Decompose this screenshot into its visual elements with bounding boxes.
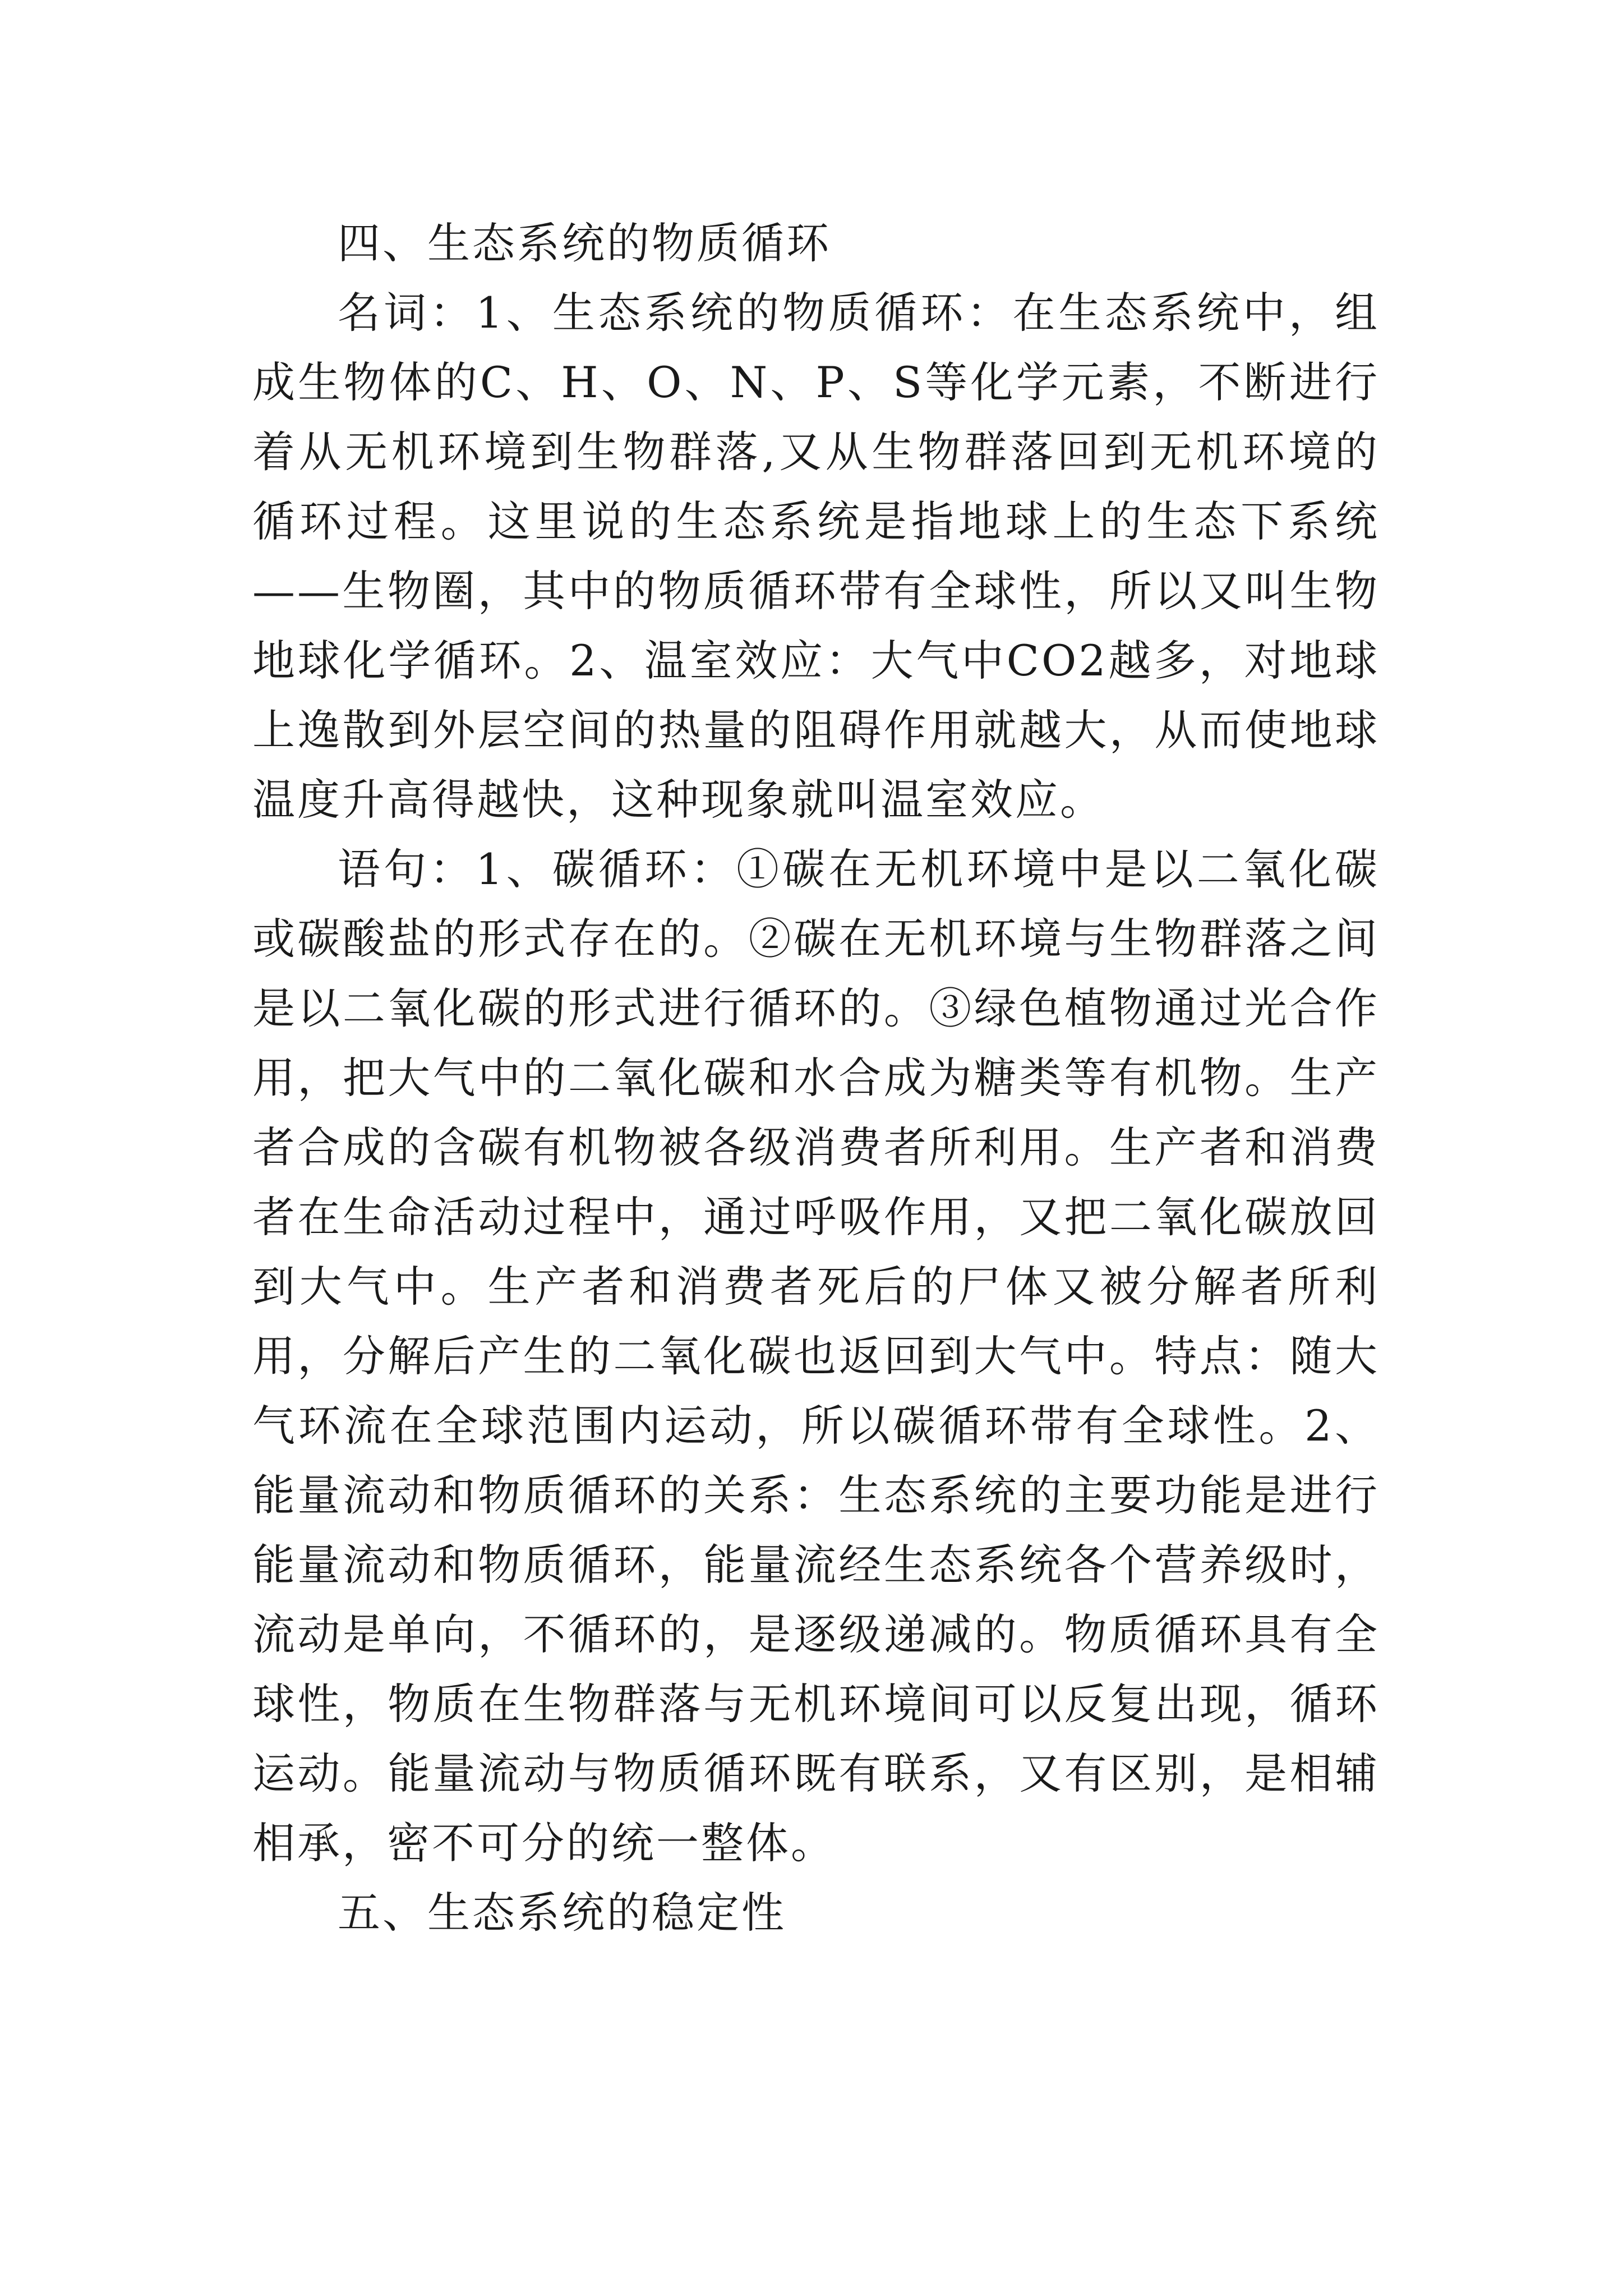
section-heading-stability: 五、生态系统的稳定性 [338, 1888, 786, 1938]
document-body [252, 209, 1380, 1948]
paragraph-terms: 名词：1、生态系统的物质循环：在生态系统中，组成生物体的C、H、O、N、P、S等化学元素，不断进行着从无机环境到生物群落,又从生物群落回到无机环境的循环过程。这里说的生态系统是指地球上的生态下系统——生物圈，其中的物质循环带有全球性，所以又叫生物地球化学循环。2、温室效应：大气中CO2越多，对地球上逸散到外层空间的热量的阻碍作用就越大，从而使地球温度升高得越快，这种现象就叫温室效应。 [252, 288, 1380, 825]
section-heading-material-cycle: 四、生态系统的物质循环 [338, 218, 831, 268]
paragraph-statements: 语句：1、碳循环：①碳在无机环境中是以二氧化碳或碳酸盐的形式存在的。②碳在无机环境与生物群落之间是以二氧化碳的形式进行循环的。③绿色植物通过光合作用，把大气中的二氧化碳和水合成为糖类等有机物。生产者合成的含碳有机物被各级消费者所利用。生产者和消费者在生命活动过程中，通过呼吸作用，又把二氧化碳放回到大气中。生产者和消费者死后的尸体又被分解者所利用，分解后产生的二氧化碳也返回到大气中。特点：随大气环流在全球范围内运动，所以碳循环带有全球性。2、能量流动和物质循环的关系：生态系统的主要功能是进行能量流动和物质循环，能量流经生态系统各个营养级时，流动是单向，不循环的，是逐级递减的。物质循环具有全球性，物质在生物群落与无机环境间可以反复出现，循环运动。能量流动与物质循环既有联系，又有区别，是相辅相承，密不可分的统一整体。 [252, 844, 1380, 1868]
